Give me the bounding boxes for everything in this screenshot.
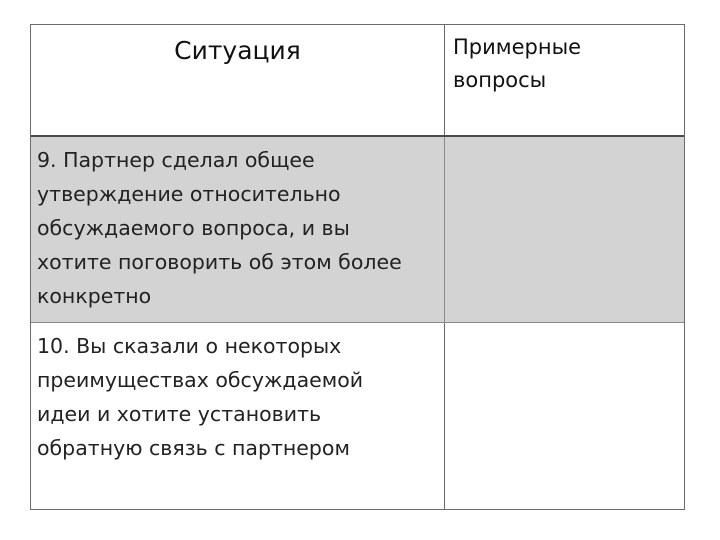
situation-line: 9. Партнер сделал общее: [37, 148, 315, 172]
header-questions-line: вопросы: [453, 68, 547, 92]
situations-table: [30, 24, 685, 510]
situation-text: [37, 329, 440, 465]
header-cell-situation: [31, 25, 445, 135]
table-header-row: [31, 25, 684, 137]
situation-line: 10. Вы сказали о некоторых: [37, 334, 342, 358]
situation-text: [37, 143, 440, 313]
situation-cell: [31, 323, 445, 509]
table-row: [31, 137, 684, 323]
situation-cell: [31, 137, 445, 322]
situation-line: идеи и хотите установить: [37, 402, 322, 426]
header-situation-label: Ситуация: [174, 36, 301, 65]
situation-line: утверждение относительно: [37, 182, 341, 206]
header-questions-label: [453, 31, 581, 97]
header-questions-line: Примерные: [453, 35, 582, 59]
situation-line: обратную связь с партнером: [37, 436, 350, 460]
questions-cell: [445, 323, 684, 509]
situation-line: обсуждаемого вопроса, и вы: [37, 216, 350, 240]
header-cell-questions: [445, 25, 684, 135]
situation-line: конкретно: [37, 284, 152, 308]
questions-cell: [444, 137, 683, 322]
table-row: [31, 323, 684, 509]
situation-line: хотите поговорить об этом более: [37, 250, 402, 274]
situation-line: преимуществах обсуждаемой: [37, 368, 364, 392]
